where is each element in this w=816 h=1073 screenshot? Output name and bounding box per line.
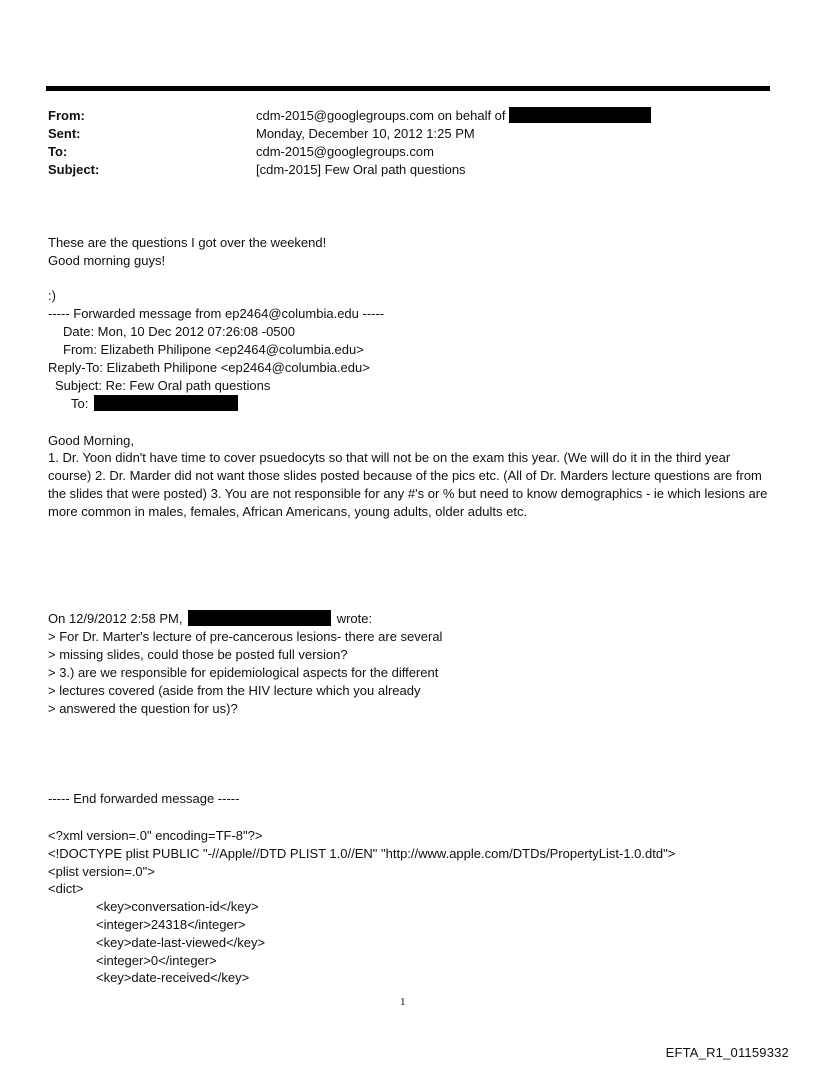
header-top-rule <box>46 86 770 91</box>
forward-from: From: Elizabeth Philipone <ep2464@columbia.edu> <box>63 342 364 357</box>
forward-begin-line: ----- Forwarded message from ep2464@columbia.edu ----- <box>48 306 385 321</box>
page-number: 1 <box>400 996 406 1008</box>
forward-date: Date: Mon, 10 Dec 2012 07:26:08 -0500 <box>63 324 295 339</box>
quote-intro-suffix: wrote: <box>336 611 373 626</box>
quote-line: > missing slides, could those be posted full version? <box>48 647 348 662</box>
forward-to-label: To: <box>71 396 89 411</box>
quote-intro-prefix: On 12/9/2012 2:58 PM, <box>48 611 183 626</box>
plist-line: <dict> <box>48 881 84 896</box>
from-value <box>256 107 651 125</box>
plist-line: <plist version=.0"> <box>48 864 155 879</box>
plist-line: <integer>0</integer> <box>96 953 217 968</box>
to-value: cdm-2015@googlegroups.com <box>256 144 434 159</box>
plist-line: <?xml version=.0" encoding=TF-8"?> <box>48 828 263 843</box>
from-address: cdm-2015@googlegroups.com on behalf of <box>256 108 506 123</box>
reply-greeting: Good Morning, <box>48 433 134 448</box>
quote-line: > lectures covered (aside from the HIV lecture which you already <box>48 683 421 698</box>
quote-line: > 3.) are we responsible for epidemiological aspects for the different <box>48 665 439 680</box>
plist-line: <key>date-received</key> <box>96 970 250 985</box>
redaction-block <box>94 395 238 411</box>
plist-line: <key>conversation-id</key> <box>96 899 259 914</box>
quote-line: > answered the question for us)? <box>48 701 238 716</box>
quote-line: > For Dr. Marter's lecture of pre-cancerous lesions- there are several <box>48 629 443 644</box>
redaction-block <box>188 610 331 626</box>
forward-to <box>71 395 238 412</box>
intro-line-2: Good morning guys! <box>48 253 166 268</box>
forward-reply-to: Reply-To: Elizabeth Philipone <ep2464@columbia.edu> <box>48 360 370 375</box>
forward-end-line: ----- End forwarded message ----- <box>48 791 240 806</box>
subject-label: Subject: <box>48 162 100 177</box>
sent-value: Monday, December 10, 2012 1:25 PM <box>256 126 475 141</box>
from-label: From: <box>48 108 85 123</box>
sent-label: Sent: <box>48 126 81 141</box>
plist-line: <integer>24318</integer> <box>96 917 246 932</box>
redaction-block <box>509 107 651 123</box>
plist-line: <key>date-last-viewed</key> <box>96 935 266 950</box>
smiley-text: :) <box>48 288 56 303</box>
quote-intro <box>48 610 372 627</box>
intro-line-1: These are the questions I got over the weekend! <box>48 235 327 250</box>
to-label: To: <box>48 144 68 159</box>
subject-value: [cdm-2015] Few Oral path questions <box>256 162 466 177</box>
forward-subject: Subject: Re: Few Oral path questions <box>55 378 271 393</box>
bates-number: EFTA_R1_01159332 <box>665 1045 789 1060</box>
reply-body: 1. Dr. Yoon didn't have time to cover psuedocyts so that will not be on the exam this year. (We will do it in the third year course) 2. Dr. Marder did not want those slides posted because of the pics etc. (All of Dr. Marders lecture questions are from the slides that were posted) 3. You are not responsible for any #'s or % but need to know demographics - ie which lesions are more common in males, females, African Americans, young adults, older adults etc. <box>48 450 768 519</box>
plist-line: <!DOCTYPE plist PUBLIC "-//Apple//DTD PLIST 1.0//EN" "http://www.apple.com/DTDs/PropertyList-1.0.dtd"> <box>48 846 676 861</box>
